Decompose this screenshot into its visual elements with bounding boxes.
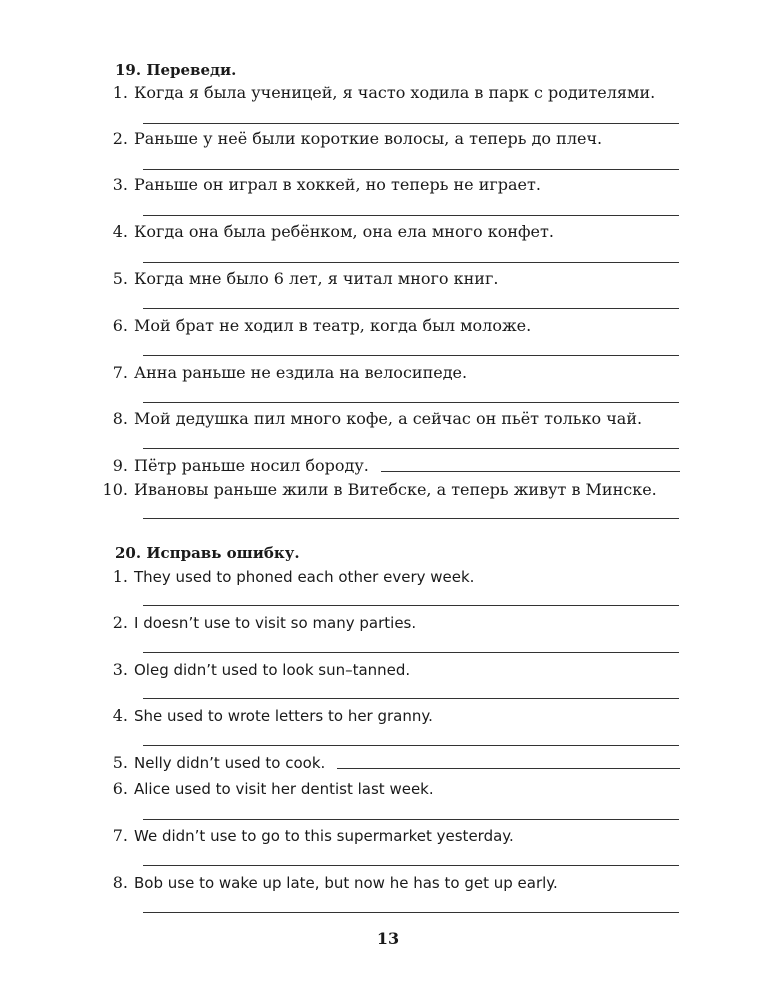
- item-text: Когда мне было 6 лет, я читал много книг.: [134, 269, 499, 288]
- item-text: Раньше он играл в хоккей, но теперь не играет.: [134, 175, 541, 194]
- page-number: 13: [376, 929, 400, 948]
- item-number: 4.: [112, 706, 128, 725]
- item-text: She used to wrote letters to her granny.: [134, 707, 433, 725]
- item-text: Ивановы раньше жили в Витебске, а теперь живут в Минске.: [134, 480, 657, 499]
- item-number: 5.: [112, 753, 128, 772]
- exercise-20-item-6: [100, 778, 680, 800]
- item-text: Анна раньше не ездила на велосипеде.: [134, 363, 468, 382]
- answer-line[interactable]: [381, 457, 680, 472]
- exercise-20-item-2: [100, 612, 680, 634]
- item-number: 7.: [112, 363, 128, 382]
- answer-line[interactable]: [143, 745, 679, 746]
- item-number: 2.: [112, 613, 128, 632]
- item-number: 6.: [112, 779, 128, 798]
- exercise-20-item-3: [100, 659, 680, 681]
- exercise-20-item-1: [100, 566, 680, 588]
- exercise-19-item-6: [100, 315, 680, 337]
- item-text: Bob use to wake up late, but now he has to get up early.: [134, 874, 558, 892]
- item-number: 8.: [112, 873, 128, 892]
- item-number: 3.: [112, 660, 128, 679]
- exercise-20-item-5: [100, 752, 680, 774]
- answer-line[interactable]: [143, 262, 679, 263]
- item-number: 4.: [112, 222, 128, 241]
- item-number: 9.: [112, 456, 128, 475]
- exercise-19-item-10: [100, 479, 680, 501]
- answer-line[interactable]: [337, 754, 680, 769]
- answer-line[interactable]: [143, 652, 679, 653]
- item-text: Oleg didn’t used to look sun–tanned.: [134, 661, 411, 679]
- item-text: Nelly didn’t used to cook.: [134, 754, 326, 772]
- answer-line[interactable]: [143, 865, 679, 866]
- item-text: They used to phoned each other every week.: [134, 568, 475, 586]
- exercise-19-item-4: [100, 221, 680, 243]
- item-number: 5.: [112, 269, 128, 288]
- exercise-19-item-9: [100, 455, 680, 477]
- item-text: Мой брат не ходил в театр, когда был моложе.: [134, 316, 532, 335]
- exercise-20-item-4: [100, 705, 680, 727]
- answer-line[interactable]: [143, 819, 679, 820]
- item-number: 1.: [112, 83, 128, 102]
- item-text: Когда она была ребёнком, она ела много конфет.: [134, 222, 554, 241]
- exercise-20-item-8: [100, 872, 680, 894]
- exercise-19-item-2: [100, 128, 680, 150]
- item-text: Alice used to visit her dentist last week.: [134, 780, 434, 798]
- exercise-19-item-8: [100, 408, 680, 430]
- item-text: Пётр раньше носил бороду.: [134, 456, 369, 475]
- item-number: 8.: [112, 409, 128, 428]
- item-number: 10.: [102, 480, 128, 499]
- item-text: I doesn’t use to visit so many parties.: [134, 614, 417, 632]
- answer-line[interactable]: [143, 402, 679, 403]
- answer-line[interactable]: [143, 518, 679, 519]
- answer-line[interactable]: [143, 912, 679, 913]
- item-text: We didn’t use to go to this supermarket yesterday.: [134, 827, 514, 845]
- item-text: Мой дедушка пил много кофе, а сейчас он пьёт только чай.: [134, 409, 643, 428]
- answer-line[interactable]: [143, 448, 679, 449]
- item-number: 2.: [112, 129, 128, 148]
- exercise-19-item-7: [100, 362, 680, 384]
- exercise-19-item-3: [100, 174, 680, 196]
- item-number: 7.: [112, 826, 128, 845]
- item-number: 3.: [112, 175, 128, 194]
- answer-line[interactable]: [143, 698, 679, 699]
- exercise-19-item-5: [100, 268, 680, 290]
- answer-line[interactable]: [143, 355, 679, 356]
- exercise-20-item-7: [100, 825, 680, 847]
- answer-line[interactable]: [143, 215, 679, 216]
- exercise-20-title: 20. Исправь ошибку.: [115, 544, 300, 562]
- exercise-19-title: 19. Переведи.: [115, 61, 237, 79]
- answer-line[interactable]: [143, 123, 679, 124]
- item-number: 6.: [112, 316, 128, 335]
- item-text: Раньше у неё были короткие волосы, а теперь до плеч.: [134, 129, 603, 148]
- exercise-19-item-1: [100, 82, 680, 104]
- item-number: 1.: [112, 567, 128, 586]
- answer-line[interactable]: [143, 605, 679, 606]
- answer-line[interactable]: [143, 308, 679, 309]
- answer-line[interactable]: [143, 169, 679, 170]
- item-text: Когда я была ученицей, я часто ходила в парк с родителями.: [134, 83, 656, 102]
